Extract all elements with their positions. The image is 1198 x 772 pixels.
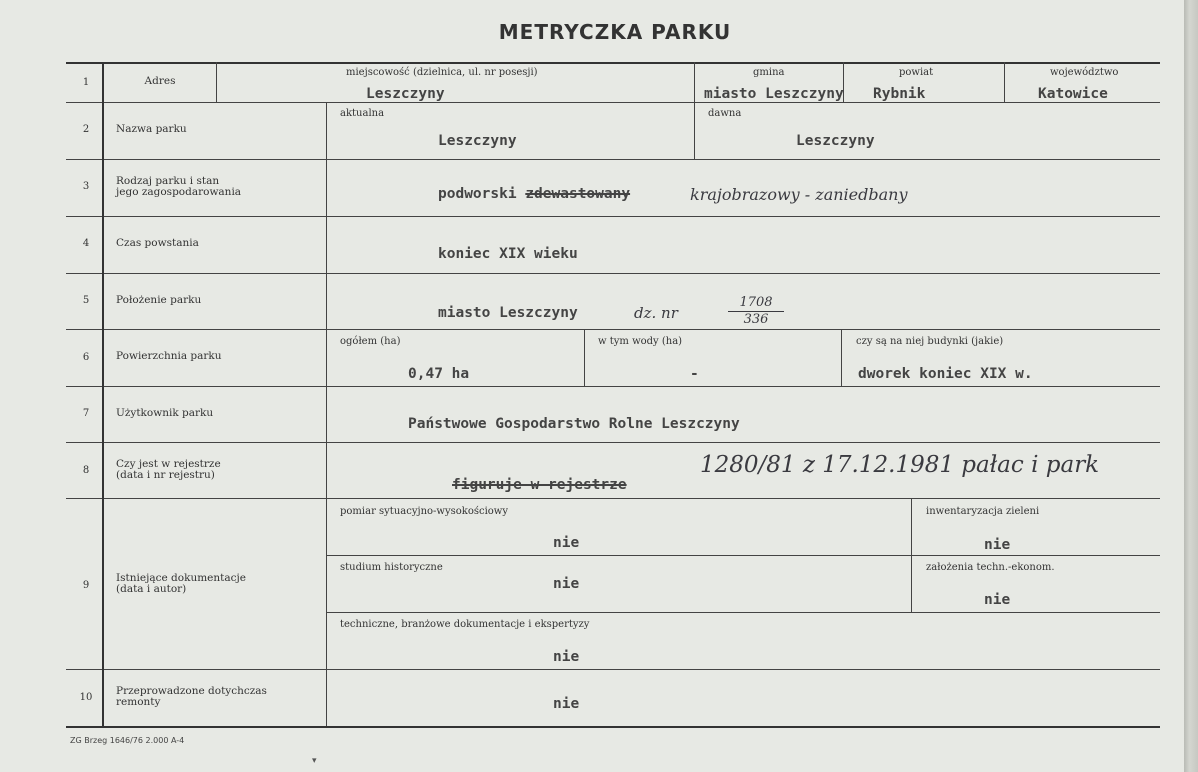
row-label-register: Czy jest w rejestrze (data i nr rejestru) <box>116 458 221 481</box>
row-label-repairs: Przeprowadzone dotychczas remonty <box>116 685 267 708</box>
row-number-5: 5 <box>82 295 90 306</box>
rule-row8 <box>66 498 1160 499</box>
miejscowosc-value: Leszczyny <box>366 86 445 102</box>
docs-survey-value: nie <box>553 535 580 551</box>
rule-row2 <box>66 159 1160 160</box>
row-label-docs: Istniejące dokumentacje (data i autor) <box>116 572 246 595</box>
park-type-struck: zdewastowany <box>525 186 631 202</box>
docs-greenery-label: inwentaryzacja zieleni <box>926 506 1040 517</box>
punch-mark: ▾ <box>312 756 317 766</box>
row-number-7: 7 <box>82 408 90 419</box>
rule-top <box>66 62 1160 64</box>
rule-col-adres <box>216 62 217 102</box>
rule-col-budynki <box>841 329 842 386</box>
rule-col-woj <box>1004 62 1005 102</box>
row-number-6: 6 <box>82 352 90 363</box>
register-typed-struck: figuruje w rejestrze <box>452 477 627 493</box>
park-type-typed <box>438 186 630 202</box>
area-total-value: 0,47 ha <box>408 366 470 382</box>
rule-row4 <box>66 273 1160 274</box>
rule-col-wody <box>584 329 585 386</box>
row-number-2: 2 <box>82 124 90 135</box>
wojewodztwo-value: Katowice <box>1038 86 1108 102</box>
origin-value: koniec XIX wieku <box>438 246 578 262</box>
user-value: Państwowe Gospodarstwo Rolne Leszczyny <box>408 416 740 432</box>
area-buildings-value: dworek koniec XIX w. <box>858 366 1033 382</box>
row-number-1: 1 <box>82 77 90 88</box>
page-edge <box>1184 0 1198 772</box>
repairs-value: nie <box>553 696 580 712</box>
area-water-label: w tym wody (ha) <box>598 336 683 347</box>
row-label-address: Adres <box>144 75 176 87</box>
row-number-10: 10 <box>79 692 93 703</box>
form-title: METRYCZKA PARKU <box>498 20 732 44</box>
rule-row3 <box>66 216 1160 217</box>
register-handwritten: 1280/81 z 17.12.1981 pałac i park <box>700 452 1100 478</box>
docs-econ-label: założenia techn.-ekonom. <box>926 562 1055 573</box>
docs-technical-label: techniczne, branżowe dokumentacje i ekspertyzy <box>340 619 590 630</box>
row-label-park-name: Nazwa parku <box>116 123 187 135</box>
gmina-value: miasto Leszczyny <box>704 86 844 102</box>
location-plot-number <box>728 296 784 327</box>
powiat-label: powiat <box>899 67 934 78</box>
rule-row5 <box>66 329 1160 330</box>
wojewodztwo-label: województwo <box>1050 67 1119 78</box>
powiat-value: Rybnik <box>873 86 926 102</box>
area-buildings-label: czy są na niej budynki (jakie) <box>856 336 1004 347</box>
plot-number-bottom: 336 <box>743 312 769 327</box>
row-number-9: 9 <box>82 580 90 591</box>
location-typed: miasto Leszczyny <box>438 305 578 321</box>
rule-docs-2 <box>326 612 1160 613</box>
area-water-value: - <box>690 366 699 382</box>
name-current-value: Leszczyny <box>438 133 517 149</box>
docs-technical-value: nie <box>553 649 580 665</box>
name-former-value: Leszczyny <box>796 133 875 149</box>
rule-row7 <box>66 442 1160 443</box>
name-current-label: aktualna <box>340 108 385 119</box>
rule-row1 <box>66 102 1160 103</box>
docs-survey-label: pomiar sytuacyjno-wysokościowy <box>340 506 509 517</box>
park-type-handwritten: krajobrazowy - zaniedbany <box>690 185 908 204</box>
row-number-4: 4 <box>82 238 90 249</box>
row-label-location: Położenie parku <box>116 294 202 306</box>
docs-history-label: studium historyczne <box>340 562 443 573</box>
plot-number-top: 1708 <box>739 295 773 310</box>
docs-greenery-value: nie <box>984 537 1011 553</box>
row-label-origin: Czas powstania <box>116 237 199 249</box>
location-plot-label: dz. nr <box>634 304 678 322</box>
docs-history-value: nie <box>553 576 580 592</box>
miejscowosc-label: miejscowość (dzielnica, ul. nr posesji) <box>346 67 538 78</box>
rule-row6 <box>66 386 1160 387</box>
area-total-label: ogółem (ha) <box>340 336 401 347</box>
park-type-prefix: podworski <box>438 186 526 202</box>
row-label-area: Powierzchnia parku <box>116 350 222 362</box>
print-footer: ZG Brzeg 1646/76 2.000 A-4 <box>70 736 185 745</box>
row-number-3: 3 <box>82 181 90 192</box>
name-former-label: dawna <box>708 108 742 119</box>
docs-econ-value: nie <box>984 592 1011 608</box>
rule-col-gmina <box>694 62 695 159</box>
rule-docs-1 <box>326 555 1160 556</box>
row-label-park-type: Rodzaj parku i stan jego zagospodarowania <box>116 175 242 198</box>
rule-col-inwent <box>911 498 912 612</box>
row-label-user: Użytkownik parku <box>116 407 214 419</box>
gmina-label: gmina <box>753 67 785 78</box>
row-number-8: 8 <box>82 465 90 476</box>
rule-col-num <box>102 62 104 726</box>
rule-bottom <box>66 726 1160 728</box>
rule-row9 <box>66 669 1160 670</box>
rule-col-label <box>326 102 327 726</box>
